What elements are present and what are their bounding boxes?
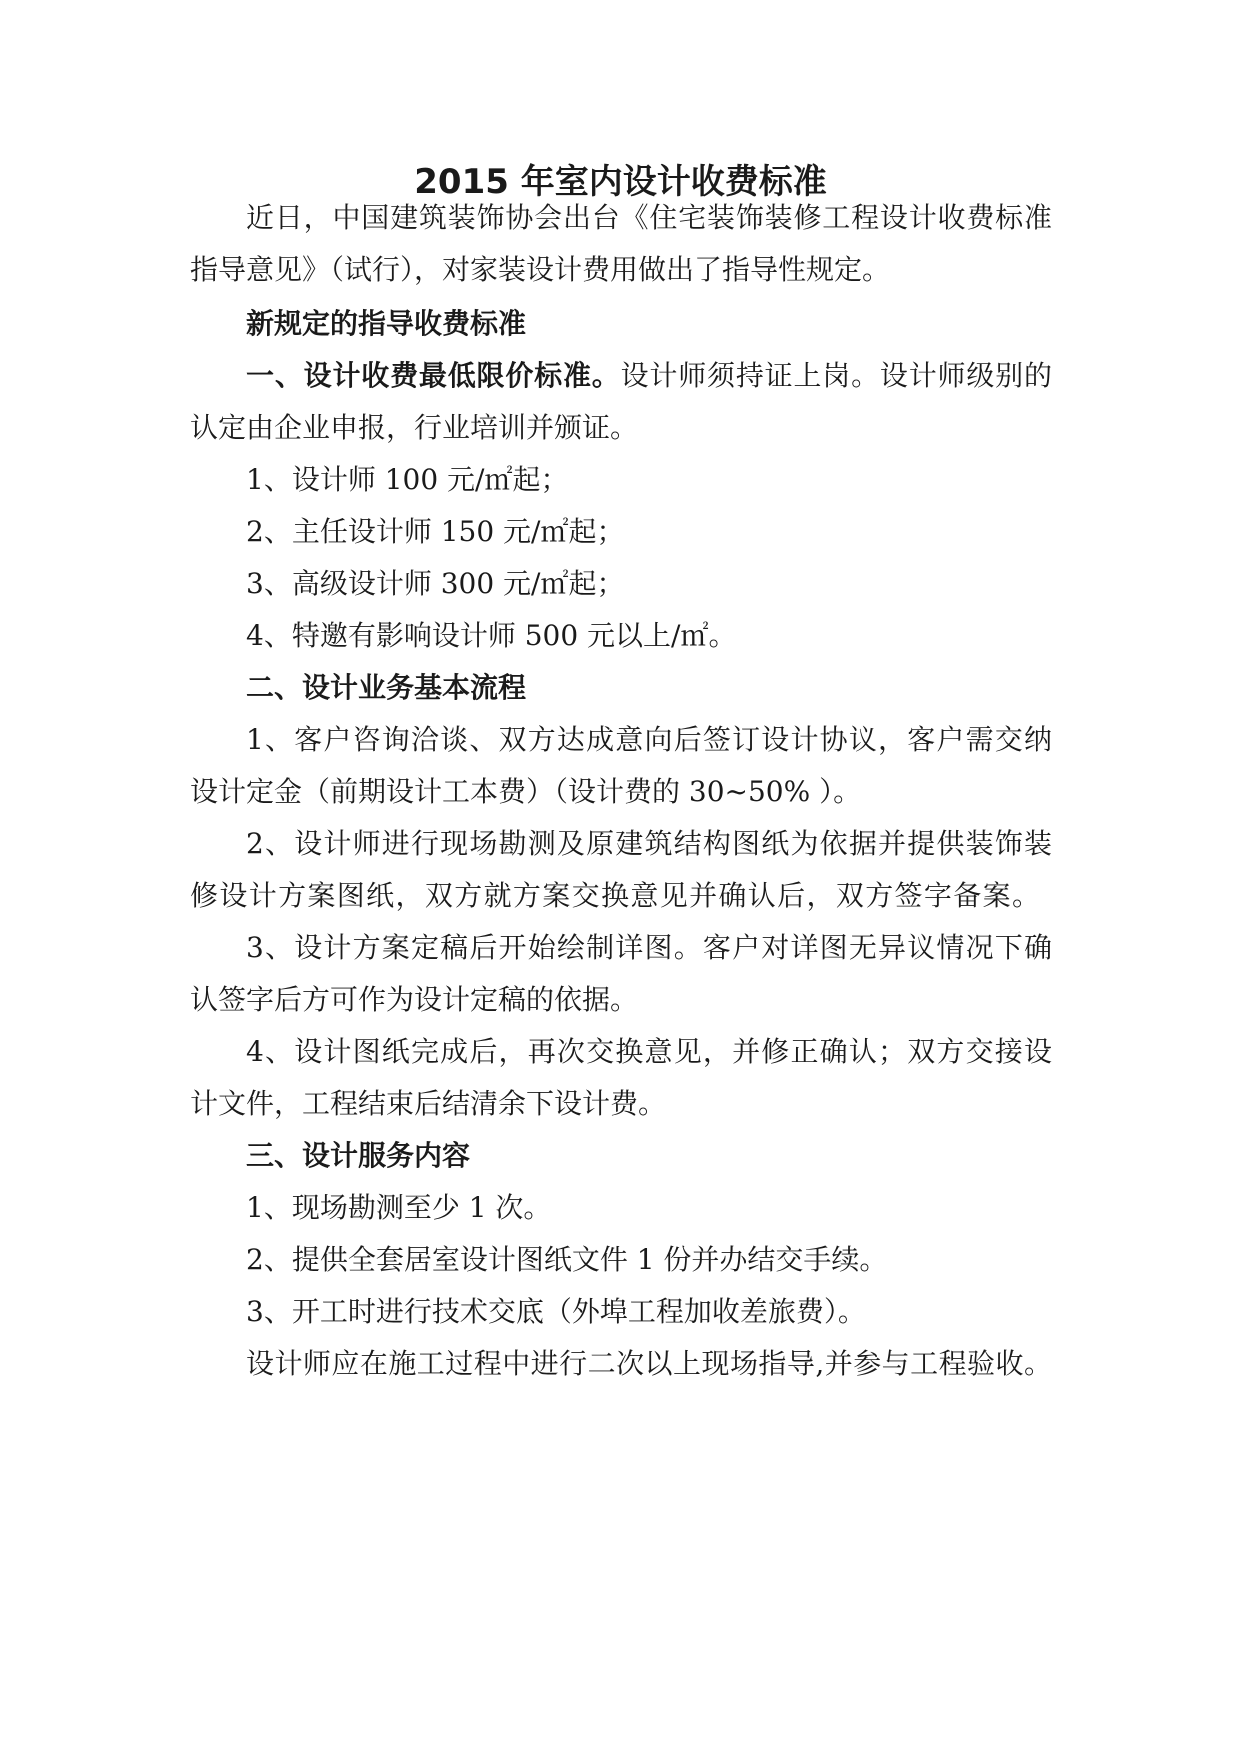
service-item-3: 3、开工时进行技术交底（外埠工程加收差旅费）。 — [246, 1295, 866, 1328]
closing-statement: 设计师应在施工过程中进行二次以上现场指导,并参与工程验收。 — [246, 1347, 1052, 1380]
process-step-4-line-1: 4、设计图纸完成后，再次交换意见，并修正确认；双方交接设 — [246, 1035, 1052, 1068]
fee-item-1: 1、设计师 100 元/㎡起； — [246, 463, 569, 496]
section1-first-line — [246, 356, 1052, 396]
section3-heading: 三、设计服务内容 — [246, 1139, 471, 1172]
process-step-1-line-2: 设计定金（前期设计工本费）（设计费的 30~50% ）。 — [190, 775, 862, 808]
service-item-2: 2、提供全套居室设计图纸文件 1 份并办结交手续。 — [246, 1243, 888, 1276]
process-step-3-line-1: 3、设计方案定稿后开始绘制详图。客户对详图无异议情况下确 — [246, 931, 1052, 964]
service-item-1: 1、现场勘测至少 1 次。 — [246, 1191, 552, 1224]
section2-heading: 二、设计业务基本流程 — [246, 671, 527, 704]
intro-line-1: 近日，中国建筑装饰协会出台《住宅装饰装修工程设计收费标准 — [246, 201, 1052, 234]
process-step-4-line-2: 计文件，工程结束后结清余下设计费。 — [190, 1087, 667, 1120]
process-step-2-line-1: 2、设计师进行现场勘测及原建筑结构图纸为依据并提供装饰装 — [246, 827, 1052, 860]
process-step-3-line-2: 认签字后方可作为设计定稿的依据。 — [190, 983, 639, 1016]
section1-text-line-2: 认定由企业申报，行业培训并颁证。 — [190, 411, 639, 444]
fee-item-2: 2、主任设计师 150 元/㎡起； — [246, 515, 625, 548]
process-step-1-line-1: 1、客户咨询洽谈、双方达成意向后签订设计协议，客户需交纳 — [246, 723, 1052, 756]
section1-text-line-1: 设计师须持证上岗。设计师级别的 — [620, 359, 1052, 392]
fee-item-3: 3、高级设计师 300 元/㎡起； — [246, 567, 625, 600]
fee-item-4: 4、特邀有影响设计师 500 元以上/㎡。 — [246, 619, 737, 652]
intro-line-2: 指导意见》（试行），对家装设计费用做出了指导性规定。 — [190, 253, 891, 286]
section1-heading: 一、设计收费最低限价标准。 — [246, 359, 621, 392]
subheading: 新规定的指导收费标准 — [246, 307, 527, 340]
document-title: 2015 年室内设计收费标准 — [414, 162, 827, 202]
process-step-2-line-2: 修设计方案图纸，双方就方案交换意见并确认后，双方签字备案。 — [190, 879, 1040, 912]
